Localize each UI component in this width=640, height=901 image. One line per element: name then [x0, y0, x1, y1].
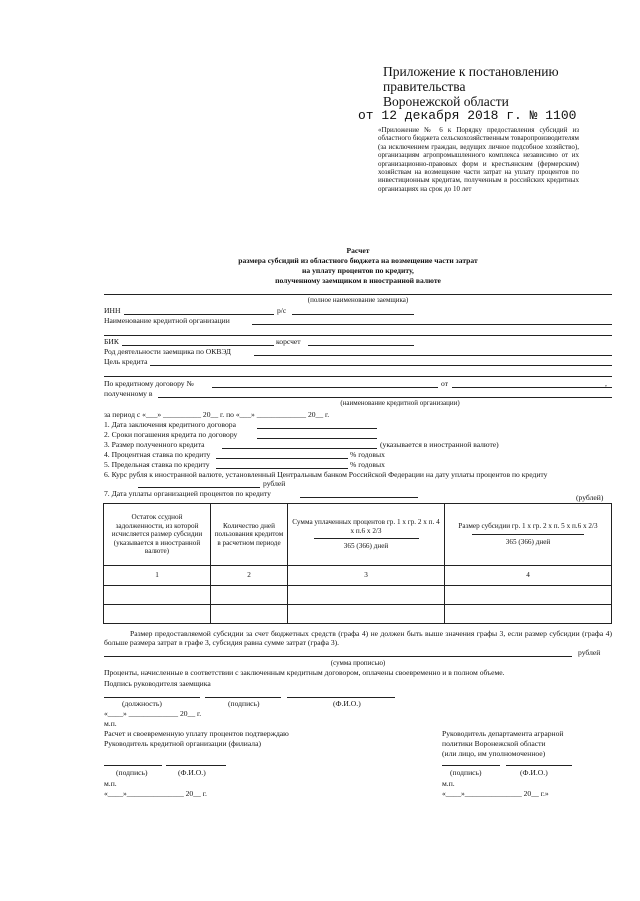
item-6-unit: рублей	[263, 479, 286, 488]
bank-fio-hint: (Ф.И.О.)	[178, 768, 206, 777]
col-3-formula: Сумма уплаченных процентов гр. 1 х гр. 2 х п. 4 х п.6 х 2/3	[292, 518, 440, 535]
title-line-2: размера субсидий из областного бюджета на возмещение части затрат	[238, 256, 478, 265]
bank-name-field[interactable]	[252, 324, 612, 325]
item-6-field[interactable]	[138, 487, 260, 488]
sum-words-field[interactable]	[104, 656, 572, 657]
item-1: 1. Дата заключения кредитного договора	[104, 420, 236, 429]
item-6: 6. Курс рубля к иностранной валюте, установленный Центральным банком Российской Федерации на дату уплаты процентов по кредиту	[104, 470, 548, 479]
received-field[interactable]	[158, 397, 612, 398]
bank-date: «____»_______________ 20__ г.	[104, 789, 207, 798]
table-cell[interactable]	[104, 586, 211, 605]
col-1-header: Остаток ссудной задолженности, из которой исчисляется размер субсидии (указывается в иностранной валюте)	[104, 504, 211, 566]
item-3: 3. Размер полученного кредита	[104, 440, 205, 449]
comma: ,	[605, 379, 607, 388]
item-5: 5. Предельная ставка по кредиту	[104, 460, 210, 469]
purpose-field-2[interactable]	[104, 376, 612, 377]
header-date: от 12 декабря 2018 г. № 1100	[358, 108, 577, 123]
table-cell[interactable]	[288, 605, 445, 624]
bank-fio-field[interactable]	[166, 765, 226, 766]
purpose-field[interactable]	[150, 365, 612, 366]
item-2: 2. Сроки погашения кредита по договору	[104, 430, 238, 439]
okved-label: Род деятельности заемщика по ОКВЭД	[104, 347, 231, 356]
rs-field[interactable]	[292, 314, 414, 315]
korschet-label: корсчет	[276, 337, 301, 346]
bik-field[interactable]	[122, 345, 274, 346]
table-cell[interactable]	[445, 586, 612, 605]
okved-field[interactable]	[254, 355, 612, 356]
from-label: от	[441, 379, 449, 388]
contract-field[interactable]	[212, 387, 438, 388]
borrower-hint: (полное наименование заемщика)	[307, 296, 409, 304]
sum-hint: (сумма прописью)	[330, 659, 386, 667]
fio-field[interactable]	[287, 697, 395, 698]
col-1-number: 1	[104, 566, 211, 586]
position-field[interactable]	[104, 697, 200, 698]
bank-signature-hint: (подпись)	[116, 768, 148, 777]
title-line-3: на уплату процентов по кредиту,	[302, 266, 414, 275]
dept-head-line-3: (или лицо, им уполномоченное)	[442, 749, 546, 758]
bank-hint: (наименование кредитной организации)	[340, 399, 460, 407]
item-3-note: (указывается в иностранной валюте)	[380, 440, 499, 449]
confirm-text: Расчет и своевременную уплату процентов подтверждаю	[104, 729, 289, 738]
inn-label: ИНН	[104, 306, 121, 315]
bank-head-label: Руководитель кредитной организации (филиала)	[104, 739, 261, 748]
from-field[interactable]	[452, 387, 612, 388]
rs-label: р/с	[277, 306, 287, 315]
dept-head-line-1: Руководитель департамента аграрной	[442, 729, 564, 738]
col-2-number: 2	[211, 566, 288, 586]
stamp-place: м.п.	[104, 719, 117, 728]
col-4-days: 365 (366) дней	[505, 538, 551, 546]
korschet-field[interactable]	[308, 345, 414, 346]
bank-name-label: Наименование кредитной организации	[104, 316, 230, 325]
item-1-field[interactable]	[257, 428, 377, 429]
item-5-field[interactable]	[216, 468, 348, 469]
purpose-label: Цель кредита	[104, 357, 148, 366]
header-line-2: правительства	[383, 79, 466, 94]
inn-field[interactable]	[124, 314, 274, 315]
paid-paragraph: Проценты, начисленные в соответствии с заключенным кредитным договором, оплачены своевременно и в полном объеме.	[104, 668, 505, 677]
calculation-table	[103, 503, 612, 624]
position-hint: (должность)	[122, 699, 162, 708]
rub-label: рублей	[578, 648, 601, 657]
col-2-header: Количество дней пользования кредитом в расчетном периоде	[211, 504, 288, 566]
dept-signature-hint: (подпись)	[450, 768, 482, 777]
item-4: 4. Процентная ставка по кредиту	[104, 450, 211, 459]
dept-fio-hint: (Ф.И.О.)	[520, 768, 548, 777]
title-line-1: Расчет	[346, 246, 370, 255]
table-cell[interactable]	[211, 605, 288, 624]
header-note: «Приложение № 6 к Порядку предоставления субсидий из областного бюджета сельскохозяйственным товаропроизводителям (за исключением граждан, ведущих личное подсобное хозяйство), организациям агропромышленного комплекса независимо от их организационно-правовых форм и крестьянским (фермерским) хозяйствам на возмещение части затрат на уплату процентов по инвестиционным кредитам, полученным в российских кредитных организациях на срок до 10 лет	[378, 126, 579, 193]
item-2-field[interactable]	[257, 438, 377, 439]
dept-signature-field[interactable]	[442, 765, 500, 766]
col-3-header	[288, 504, 445, 566]
dept-fio-field[interactable]	[506, 765, 572, 766]
dept-date: «____»_______________ 20__ г.»	[442, 789, 549, 798]
bank-name-field-2[interactable]	[104, 335, 612, 336]
title-line-4: полученному заемщиком в иностранной валюте	[275, 276, 441, 285]
dept-stamp-place: м.п.	[442, 779, 455, 788]
table-cell[interactable]	[104, 605, 211, 624]
period-row: за период с «___» __________ 20__ г. по «___» _____________ 20__ г.	[104, 410, 330, 419]
borrower-date: «____» _____________ 20__ г.	[104, 709, 202, 718]
bik-label: БИК	[104, 337, 119, 346]
dept-head-line-2: политики Воронежской области	[442, 739, 546, 748]
item-7: 7. Дата уплаты организацией процентов по кредиту	[104, 489, 271, 498]
received-label: полученному в	[104, 389, 153, 398]
bank-stamp-place: м.п.	[104, 779, 117, 788]
fio-hint: (Ф.И.О.)	[333, 699, 361, 708]
signature-field[interactable]	[205, 697, 281, 698]
col-3-number: 3	[288, 566, 445, 586]
item-7-field[interactable]	[300, 497, 418, 498]
table-cell[interactable]	[288, 586, 445, 605]
header-line-3: Воронежской области	[383, 94, 509, 109]
col-4-formula: Размер субсидии гр. 1 х гр. 2 х п. 5 х п.6 х 2/3	[458, 522, 598, 531]
contract-label: По кредитному договору №	[104, 379, 194, 388]
unit-label: (рублей)	[576, 493, 604, 502]
col-4-number: 4	[445, 566, 612, 586]
item-4-field[interactable]	[216, 458, 348, 459]
header-line-1: Приложение к постановлению	[383, 64, 559, 79]
borrower-line[interactable]	[104, 294, 612, 295]
table-cell[interactable]	[211, 586, 288, 605]
bank-signature-field[interactable]	[104, 765, 162, 766]
table-cell[interactable]	[445, 605, 612, 624]
borrower-sign-heading: Подпись руководителя заемщика	[104, 679, 211, 688]
limit-paragraph: Размер предоставляемой субсидии за счет бюджетных средств (графа 4) не должен быть выше значения графы 3, если размер субсидии (графа 4) больше размера затрат в графе 3, субсидия равна сумме затрат (графа 3).	[104, 629, 612, 648]
item-3-field[interactable]	[222, 448, 377, 449]
signature-hint: (подпись)	[228, 699, 260, 708]
col-3-days: 365 (366) дней	[343, 542, 389, 551]
item-4-note: % годовых	[350, 450, 385, 459]
item-5-note: % годовых	[350, 460, 385, 469]
col-4-header	[445, 504, 612, 566]
